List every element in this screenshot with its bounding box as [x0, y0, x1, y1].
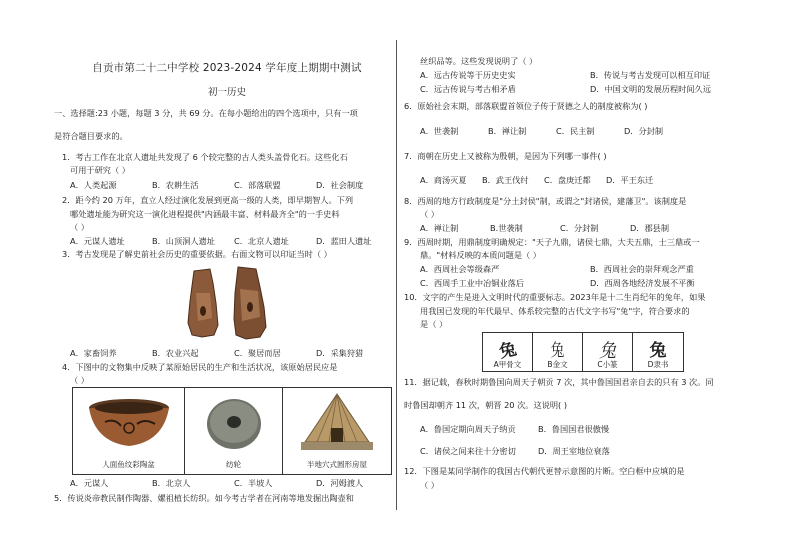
q6-option-a[interactable]: A．世袭制 [420, 126, 459, 136]
q7-option-d[interactable]: D．平王东迁 [606, 175, 654, 185]
q4-option-c[interactable]: C．半坡人 [234, 478, 273, 488]
q1-option-b[interactable]: B．农耕生活 [152, 180, 199, 190]
column-divider [396, 40, 397, 510]
q10-script-table [482, 332, 684, 372]
q5-option-c[interactable]: C．远古传说与考古相矛盾 [420, 84, 516, 94]
q6-stem-1: 6．原始社会末期，部落联盟首领位子传于贤德之人的制度被称为( ) [404, 101, 648, 111]
q2-option-b[interactable]: B．山顶洞人遗址 [152, 236, 215, 246]
q9-option-b[interactable]: B．西周社会的崇拜观念严重 [590, 264, 694, 274]
q10-label-b: B金文 [547, 360, 568, 369]
q8-option-b[interactable]: B.世袭制 [490, 223, 523, 233]
semi-subterranean-house-image [299, 392, 375, 456]
q11-options-row2 [420, 446, 610, 457]
q3-stem-1: 3．考古发现是了解史前社会历史的重要依据。右面文物可以印证当时（ ） [62, 249, 332, 259]
q1-option-d[interactable]: D．社会制度 [316, 180, 364, 190]
q2-stem-1: 2．距今约 20 万年，直立人经过演化发展到更高一级的人类，即早期智人。下列 [62, 195, 354, 205]
q9-option-a[interactable]: A．西周社会等级森严 [420, 264, 500, 274]
spindle-whorl-image [204, 394, 264, 454]
q2-stem-2: 哪处遗址能为研究这一演化进程提供"内涵最丰富、材料最齐全"的一手史料 [70, 209, 340, 219]
q4-option-a[interactable]: A．元谋人 [70, 478, 109, 488]
q8-option-a[interactable]: A．禅让制 [420, 223, 459, 233]
q11-stem-1: 11．据记载，春秋时期鲁国向周天子朝贡 7 次，其中鲁国国君亲自去的只有 3 次。同 [404, 377, 714, 387]
q1-option-a[interactable]: A．人类起源 [70, 180, 117, 190]
q4-option-b[interactable]: B．北京人 [152, 478, 191, 488]
q4-option-d[interactable]: D．河姆渡人 [316, 478, 364, 488]
q10-label-d: D隶书 [647, 360, 669, 369]
q5-stem-2: 丝织品等。这些发现说明了（ ） [420, 56, 538, 66]
q2-option-d[interactable]: D．蓝田人遗址 [316, 236, 372, 246]
q5-options-row1 [420, 70, 710, 81]
q7-option-a[interactable]: A．商汤灭夏 [420, 175, 467, 185]
q12-stem-1: 12．下图是某同学制作的我国古代朝代更替示意图的片断。空白框中应填的是 [404, 466, 685, 476]
q11-stem-2: 时鲁国却朝齐 11 次，朝晋 20 次。这说明( ) [404, 400, 568, 410]
q4-figure-cell-3 [283, 388, 391, 474]
q6-option-b[interactable]: B．禅让制 [488, 126, 527, 136]
q3-options [70, 348, 363, 359]
q6-option-d[interactable]: D．分封制 [624, 126, 664, 136]
q4-stem-1: 4．下图中的文物集中反映了某原始居民的生产和生活状况，该原始居民应是 [62, 362, 338, 372]
q4-stem-2: （ ） [70, 375, 89, 385]
q1-options [70, 180, 363, 191]
q4-caption-house: 半地穴式圆形房屋 [307, 460, 367, 469]
q4-artifact-figure [72, 387, 392, 475]
q4-figure-cell-1 [73, 388, 185, 474]
q4-figure-cell-2 [185, 388, 283, 474]
bone-spade-artifacts-image [180, 263, 280, 343]
q10-stem-1: 10．文字的产生是进入文明时代的重要标志。2023年是十二生肖纪年的兔年，如果 [404, 292, 706, 302]
q5-option-a[interactable]: A．远古传说等于历史史实 [420, 70, 516, 80]
q11-option-d[interactable]: D．周王室地位衰落 [538, 446, 610, 456]
q11-option-a[interactable]: A．鲁国定期向周天子纳贡 [420, 424, 516, 434]
q9-stem-2: 鼎。"材料反映的本质问题是（ ） [420, 250, 541, 260]
q4-caption-basin: 人面鱼纹彩陶盆 [102, 460, 155, 469]
q2-option-c[interactable]: C．北京人遗址 [234, 236, 289, 246]
q10-glyph-a: 兔 [497, 339, 519, 363]
q1-option-c[interactable]: C．部落联盟 [234, 180, 281, 190]
q11-option-c[interactable]: C．诸侯之间来往十分密切 [420, 446, 516, 456]
q3-option-a[interactable]: A．家畜饲养 [70, 348, 117, 358]
q10-glyph-c: 兔 [599, 340, 616, 363]
q10-cell-seal[interactable] [583, 333, 633, 371]
q10-label-c: C小篆 [597, 360, 618, 369]
q10-cell-oracle[interactable] [483, 333, 533, 371]
q10-stem-3: 是（ ） [420, 319, 448, 329]
q10-cell-clerical[interactable] [633, 333, 683, 371]
q6-options [420, 126, 663, 137]
q8-stem-2: （ ） [420, 209, 439, 219]
q9-option-c[interactable]: C．西周手工业中冶铜业落后 [420, 278, 524, 288]
q5-option-d[interactable]: D．中国文明的发展历程时间久远 [590, 84, 711, 94]
q12-stem-2: （ ） [420, 480, 439, 490]
q10-cell-bronze[interactable] [533, 333, 583, 371]
q1-stem-2: 可用于研究（ ） [70, 165, 130, 175]
q8-stem-1: 8．西周的地方行政制度是"分土封侯"制，或谓之"封诸侯，建藩卫"。该制度是 [404, 196, 687, 206]
q2-option-a[interactable]: A．元谋人遗址 [70, 236, 125, 246]
q5-options-row2 [420, 84, 711, 95]
q7-stem-1: 7．商朝在历史上又被称为殷朝，是因为下列哪一事件( ) [404, 151, 607, 161]
q5-option-b[interactable]: B．传说与考古发现可以相互印证 [590, 70, 711, 80]
q8-option-c[interactable]: C．分封制 [560, 223, 599, 233]
q2-stem-3: （ ） [70, 222, 89, 232]
q9-stem-1: 9．西周时期，用鼎制度明确规定："天子九鼎，诸侯七鼎，大夫五鼎，士三鼎或一 [404, 237, 700, 247]
q6-option-c[interactable]: C．民主制 [556, 126, 595, 136]
q2-options [70, 236, 371, 247]
q11-option-b[interactable]: B．鲁国国君很傲慢 [538, 424, 610, 434]
q7-option-c[interactable]: C．盘庚迁都 [544, 175, 591, 185]
q5-stem-1: 5．传说炎帝教民制作陶器、嫘祖植长纺织。如今考古学者在河南等地发掘出陶壶和 [54, 493, 354, 503]
q8-option-d[interactable]: D．郡县制 [630, 223, 670, 233]
q8-options [420, 223, 669, 234]
q10-label-a: A甲骨文 [493, 360, 522, 369]
q1-stem-1: 1．考古工作在北京人遗址共发现了 6 个较完整的古人类头盖骨化石。这些化石 [62, 152, 348, 162]
q7-options [420, 175, 653, 186]
section1-line1: 一、选择题:23 小题，每题 3 分，共 69 分。在每小题给出的四个选项中，只有一项 [54, 108, 358, 118]
section1-line2: 是符合题目要求的。 [54, 131, 128, 141]
q3-option-b[interactable]: B．农业兴起 [152, 348, 199, 358]
painted-pottery-basin-image [85, 394, 173, 454]
q3-option-c[interactable]: C．聚居而居 [234, 348, 281, 358]
q4-options [70, 478, 363, 489]
q4-caption-spindle: 纺轮 [226, 460, 241, 469]
q9-option-d[interactable]: D．西周各地经济发展不平衡 [590, 278, 695, 288]
q10-glyph-b: 兔 [550, 341, 565, 361]
q11-options-row1 [420, 424, 609, 435]
q3-option-d[interactable]: D．采集狩猎 [316, 348, 364, 358]
q9-options-row2 [420, 278, 695, 289]
exam-title: 自贡市第二十二中学校 2023-2024 学年度上期期中测试 [92, 62, 362, 74]
q10-stem-2: 用我国已发现的年代最早、体系较完整的古代文字书写"兔"字，符合要求的 [420, 306, 690, 316]
q7-option-b[interactable]: B．武王伐纣 [482, 175, 529, 185]
q10-glyph-d: 兔 [649, 341, 667, 361]
exam-subtitle: 初一历史 [207, 87, 246, 98]
q9-options-row1 [420, 264, 694, 275]
